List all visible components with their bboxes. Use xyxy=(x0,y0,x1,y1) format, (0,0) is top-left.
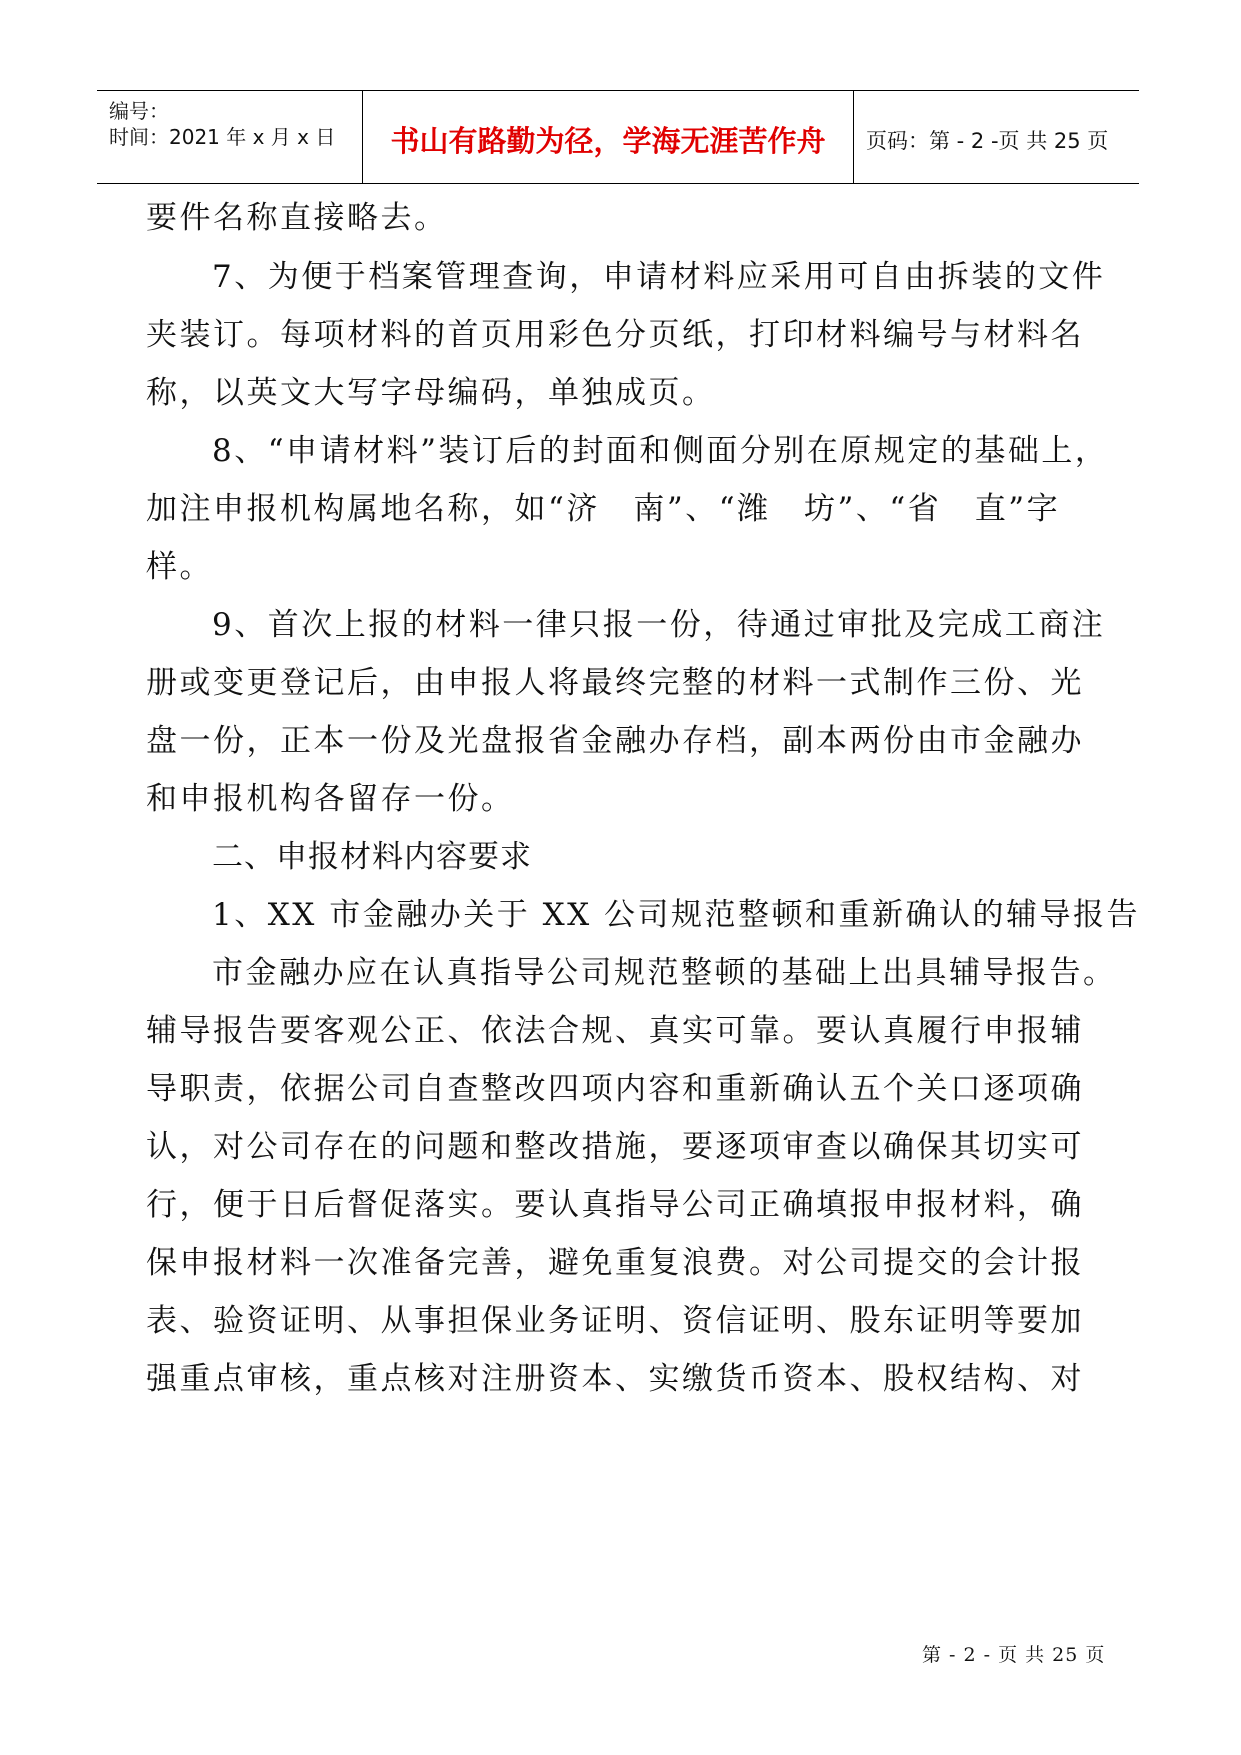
body-line: 9、首次上报的材料一律只报一份，待通过审批及完成工商注 xyxy=(212,607,1106,643)
page-header xyxy=(97,90,1139,184)
body-line: 表、验资证明、从事担保业务证明、资信证明、股东证明等要加 xyxy=(146,1303,1084,1339)
body-line: 辅导报告要客观公正、依法合规、真实可靠。要认真履行申报辅 xyxy=(146,1013,1084,1049)
body-line: 强重点审核，重点核对注册资本、实缴货币资本、股权结构、对 xyxy=(146,1361,1084,1397)
body-line: 认，对公司存在的问题和整改措施，要逐项审查以确保其切实可 xyxy=(146,1129,1084,1165)
header-page-number: 页码：第 - 2 -页 共 25 页 xyxy=(866,129,1109,153)
section-heading: 二、申报材料内容要求 xyxy=(212,839,532,875)
body-line: 市金融办应在认真指导公司规范整顿的基础上出具辅导报告。 xyxy=(212,955,1117,991)
header-page-cell xyxy=(854,91,1139,183)
body-line: 要件名称直接略去。 xyxy=(146,200,448,236)
body-line: 样。 xyxy=(146,549,213,585)
body-line: 称，以英文大写字母编码，单独成页。 xyxy=(146,375,716,411)
body-line: 册或变更登记后，由申报人将最终完整的材料一式制作三份、光 xyxy=(146,665,1084,701)
subsection-heading: 1、XX 市金融办关于 XX 公司规范整顿和重新确认的辅导报告 xyxy=(212,897,1141,933)
body-line: 7、为便于档案管理查询，申请材料应采用可自由拆装的文件 xyxy=(212,259,1106,295)
document-number-label: 编号： xyxy=(109,99,169,123)
header-motto-cell xyxy=(362,91,854,183)
body-line: 行，便于日后督促落实。要认真指导公司正确填报申报材料，确 xyxy=(146,1187,1084,1223)
header-motto: 书山有路勤为径，学海无涯苦作舟 xyxy=(390,124,826,158)
body-line: 夹装订。每项材料的首页用彩色分页纸，打印材料编号与材料名 xyxy=(146,317,1084,353)
page-footer: 第 - 2 - 页 共 25 页 xyxy=(922,1644,1106,1666)
body-line: 保申报材料一次准备完善，避免重复浪费。对公司提交的会计报 xyxy=(146,1245,1084,1281)
body-line: 和申报机构各留存一份。 xyxy=(146,781,515,817)
body-line: 导职责，依据公司自查整改四项内容和重新确认五个关口逐项确 xyxy=(146,1071,1084,1107)
body-line: 盘一份，正本一份及光盘报省金融办存档，副本两份由市金融办 xyxy=(146,723,1084,759)
header-meta-cell xyxy=(97,91,362,183)
body-line: 加注申报机构属地名称，如“济 南”、“潍 坊”、“省 直”字 xyxy=(146,491,1061,527)
document-time: 时间：2021 年 x 月 x 日 xyxy=(109,125,336,149)
body-line: 8、“申请材料”装订后的封面和侧面分别在原规定的基础上， xyxy=(212,433,1109,469)
